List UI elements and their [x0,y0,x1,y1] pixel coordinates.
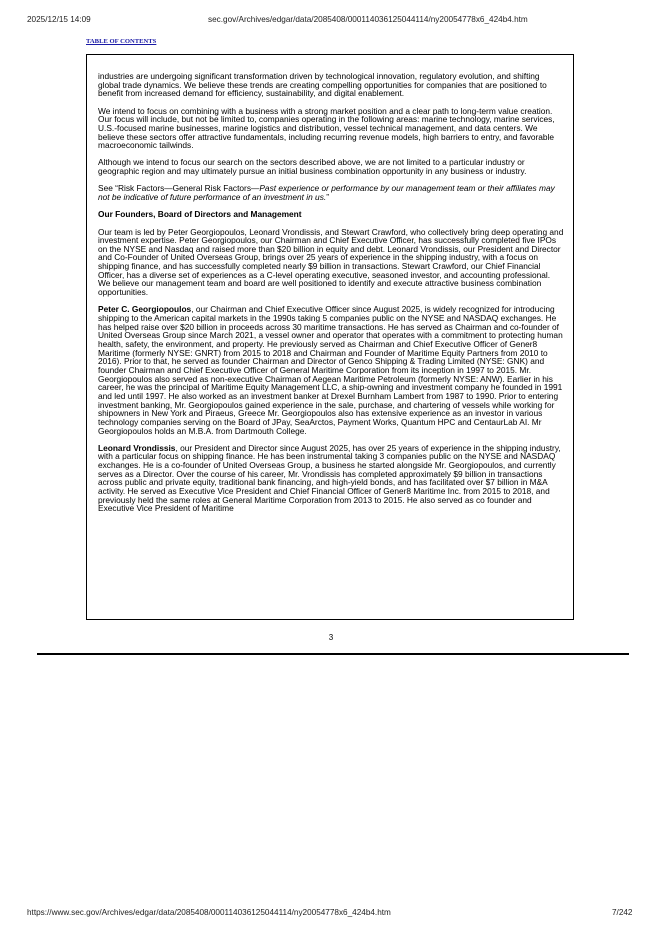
bio-text: , our President and Director since August 2025, has over 25 years of experience in the shipping industry, with a particular focus on shipping finance. He has been instrumental taking 3 companies public on the NYSE and NASDAQ exchanges. He is a co-founder of United Overseas Group, a business he started alongside Mr. Georgiopoulos, and currently serves as a Director. Over the course of his career, Mr. Vrondissis has completed approximately $9 billion in transactions across public and private equity, traditional bank financing, and high-yield bonds, and has facilitated over $7 billion in M&A activity. He served as Executive Vice President and Chief Financial Officer of Gener8 Maritime Inc. from 2015 to 2018, and previously held the same roles at General Maritime Corporation from 2013 to 2015. He also served as co founder and Executive Vice President of Maritime [98,442,561,514]
print-header-url: sec.gov/Archives/edgar/data/2085408/000114036125044114/ny20054778x6_424b4.htm [208,15,528,24]
table-of-contents-link[interactable]: TABLE OF CONTENTS [86,38,157,45]
bio-name: Leonard Vrondissis [98,442,176,453]
paragraph-not-limited: Although we intend to focus our search on the sectors described above, we are not limited to a particular industry or geographic region and may ultimately pursue an initial business combination opportunity in any business or industry. [98,157,527,177]
bio-text: , our Chairman and Chief Executive Officer since August 2025, is widely recognized for introducing shipping to the American capital markets in the 1990s taking 5 companies public on the NYSE and NASDAQ exchanges. He has helped raise over $20 billion in proceeds across 30 maritime transactions. He has served as Chairman and co-founder of United Overseas Group since March 2021, a vessel owner and operator that operates with a commitment to protecting human health, safety, the environment, and property. He previously served as Chairman and Chief Executive Officer of Gener8 Maritime (formerly NYSE: GNRT) from 2015 to 2018 and Chairman and Founder of Maritime Equity Partners from 2010 to 2016). Prior to that, he served as founder Chairman and Director of Genco Shipping & Trading Limited (NYSE: GNK) and founder Chairman and Chief Executive Officer of General Maritime Corporation from its inception in 1997 to 2015. Mr. Georgiopoulos also served as non-executive Chairman of Aegean Maritime Petroleum (formerly NYSE: ANW). Earlier in his career, he was the principal of Maritime Equity Management LLC, a ship-owning and investment company he founded in 1991 and led until 1997. He also worked as an investment banker at Drexel Burnham Lambert from 1987 to 1990. Prior to entering investment banking, Mr. Georgiopoulos gained experience in the sale, purchase, and chartering of vessels while working for shipowners in New York and Piraeus, Greece Mr. Georgiopoulos also has extensive experience as an investor in various technology companies serving on the Board of JPay, SeaArctos, Payment Works, Quantum HPC and CentaurLab AI. Mr Georgiopoulos holds an M.B.A. from Dartmouth College. [98,304,563,436]
print-timestamp: 2025/12/15 14:09 [27,15,91,24]
risk-factors-prefix: See “Risk Factors—General Risk Factors— [98,183,260,194]
paragraph-industries: industries are undergoing significant transformation driven by technological innovation, regulatory evolution, and shifting global trade dynamics. We believe these trends are creating compelling opportunities for companies that are positioned to benefit from increased demand for efficiency, sustainability, and digital enablement. [98,71,547,99]
paragraph-focus: We intend to focus on combining with a business with a strong market position and a clear path to long-term value creation. Our focus will include, but not be limited to, companies operating in the following areas: marine technology, marine services, U.S.-focused marine businesses, marine logistics and distribution, vessel technical management, and data centers. We believe these sectors offer attractive fundamentals, including recurring revenue models, high barriers to entry, and favorable macroeconomic tailwinds. [98,105,555,151]
print-footer-url: https://www.sec.gov/Archives/edgar/data/2085408/000114036125044114/ny20054778x6_424b4.htm [27,908,391,917]
paragraph-team-overview: Our team is led by Peter Georgiopoulos, Leonard Vrondissis, and Stewart Crawford, who collectively bring deep operating and investment expertise. Peter Georgiopoulos, our Chairman and Chief Executive Officer, has successfully completed five IPOs on the NYSE and Nasdaq and raised more than $20 billion in equity and debt. Leonard Vrondissis, our President and Director and Co-Founder of United Overseas Group, brings over 25 years of experience in the shipping industry, with a focus on shipping finance, and has successfully completed nearly $9 billion in transactions. Stewart Crawford, our Chief Financial Officer, has a diverse set of experiences as a C-level operating executive, seasoned investor, and accounting professional. We believe our management team and board are well positioned to identify and execute attractive business combination opportunities. [98,226,564,298]
bio-name: Peter C. Georgiopoulos [98,304,192,315]
risk-factors-italic: Past experience or performance by our management team or their affiliates may not be indicative of future performance of an investment in us. [98,183,555,202]
document-body [98,72,564,522]
page-number: 3 [328,633,334,642]
paragraph-risk-factors [98,184,564,201]
page-divider [37,653,629,655]
section-heading: Our Founders, Board of Directors and Management [98,209,302,220]
paragraph-vrondissis-bio [98,444,564,513]
print-page-count: 7/242 [612,908,633,917]
paragraph-georgiopoulos-bio [98,305,564,435]
document-page-frame [86,54,574,620]
risk-factors-suffix: ” [326,192,329,202]
